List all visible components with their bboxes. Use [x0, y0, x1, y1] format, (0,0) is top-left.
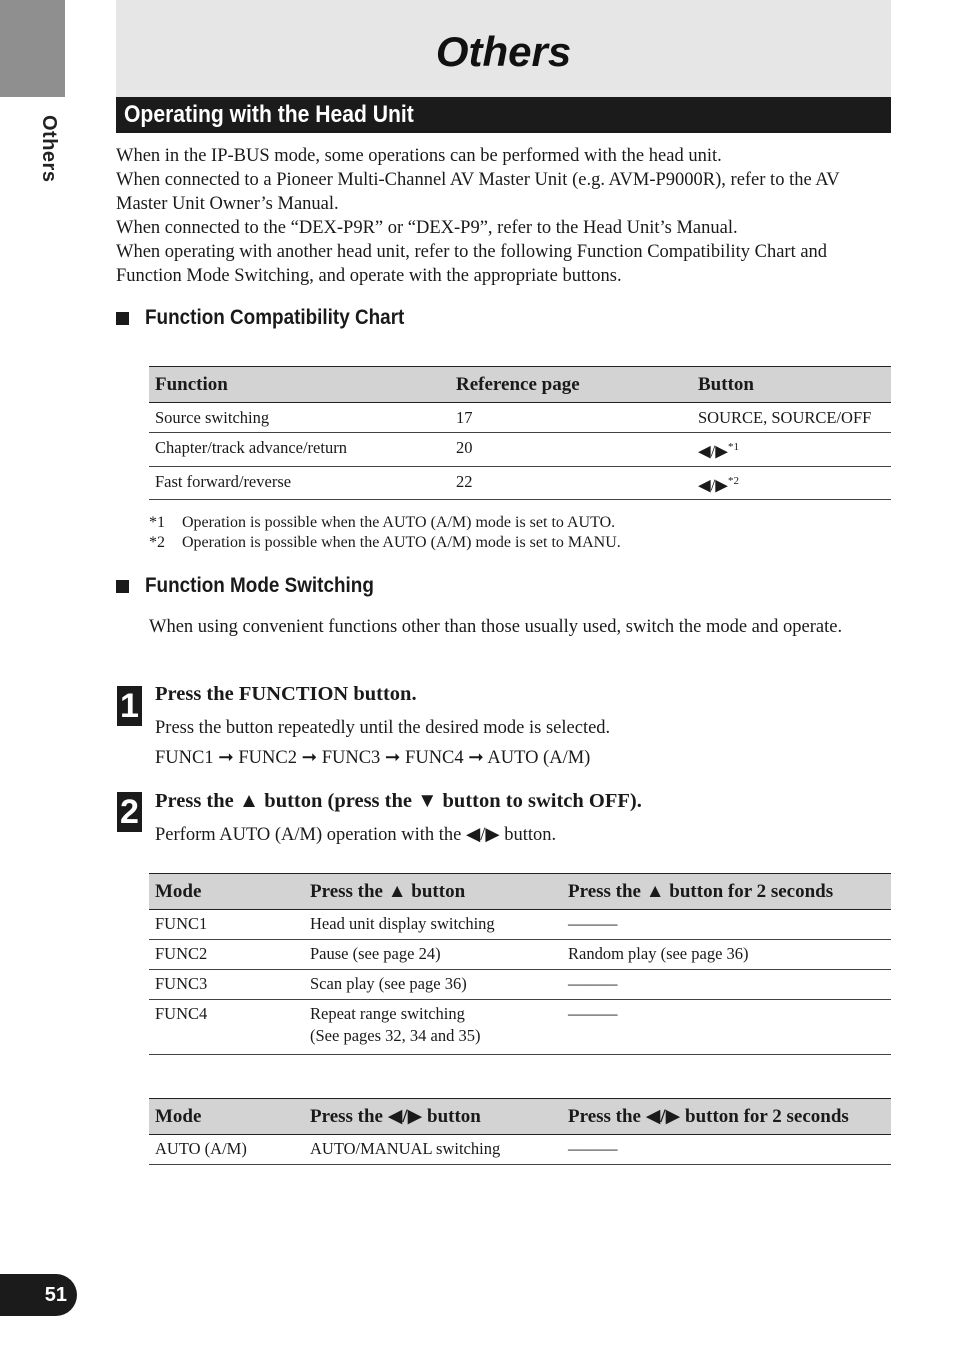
button-label: ◀/▶ — [698, 475, 728, 494]
step-text: Perform AUTO (A/M) operation with the ◀/▶ button. — [155, 825, 557, 845]
mode-switch-heading — [116, 572, 399, 600]
side-section-label: Others — [38, 115, 60, 183]
column-header: Press the ▲ button for 2 seconds — [562, 874, 891, 910]
cell-press-2s: ——— — [562, 1000, 891, 1055]
cell-press — [304, 1000, 562, 1055]
table-row — [149, 1000, 891, 1055]
table-header-row — [149, 874, 891, 910]
intro-text — [116, 144, 891, 288]
cell-function: Chapter/track advance/return — [149, 433, 450, 467]
cell-mode: FUNC1 — [149, 910, 304, 940]
page-title: Others — [435, 28, 572, 75]
cell-button — [692, 466, 891, 500]
cell-mode: FUNC4 — [149, 1000, 304, 1055]
intro-paragraph: When connected to a Pioneer Multi-Channel AV Master Unit (e.g. AVM-P9000R), refer to the AV Master Unit Owner’s Manual. — [116, 170, 840, 214]
cell-mode: FUNC3 — [149, 970, 304, 1000]
cell-press-2s: ——— — [562, 970, 891, 1000]
footnote-text: Operation is possible when the AUTO (A/M) mode is set to AUTO. — [182, 514, 616, 531]
side-tab — [0, 0, 65, 97]
cell-line: (See pages 32, 34 and 35) — [310, 1026, 481, 1045]
cell-press: AUTO/MANUAL switching — [304, 1135, 562, 1165]
square-bullet-icon — [116, 580, 129, 593]
table-header-row — [149, 367, 891, 403]
cell-line: Repeat range switching — [310, 1004, 465, 1023]
step-text: Press the button repeatedly until the desired mode is selected. — [155, 718, 611, 738]
footnote — [149, 533, 621, 553]
column-header: Reference page — [450, 367, 692, 403]
mode-switch-paragraph: When using convenient functions other than those usually used, switch the mode and operate. — [149, 617, 843, 637]
intro-paragraph: When connected to the “DEX-P9R” or “DEX-P9”, refer to the Head Unit’s Manual. — [116, 218, 738, 238]
cell-mode: AUTO (A/M) — [149, 1135, 304, 1165]
step-number: 1 — [117, 686, 142, 726]
footnotes — [149, 513, 621, 553]
square-bullet-icon — [116, 312, 129, 325]
footnote-text: Operation is possible when the AUTO (A/M) mode is set to MANU. — [182, 534, 621, 551]
footnote-mark: *2 — [727, 474, 739, 487]
compat-heading — [116, 304, 433, 332]
cell-press: Pause (see page 24) — [304, 940, 562, 970]
table-row — [149, 970, 891, 1000]
column-header: Press the ◀/▶ button — [304, 1099, 562, 1135]
column-header: Press the ▲ button — [304, 874, 562, 910]
cell-function: Fast forward/reverse — [149, 466, 450, 500]
table-row — [149, 466, 891, 500]
footnote — [149, 513, 621, 533]
footnote-mark: *2 — [149, 534, 165, 551]
mode-switch-heading-text: Function Mode Switching — [145, 574, 374, 597]
button-label: SOURCE, SOURCE/OFF — [698, 408, 872, 427]
section-bar — [116, 97, 891, 133]
column-header: Function — [149, 367, 450, 403]
cell-press: Scan play (see page 36) — [304, 970, 562, 1000]
cell-page: 17 — [450, 403, 692, 433]
step-number: 2 — [117, 792, 142, 832]
step-title: Press the ▲ button (press the ▼ button to switch OFF). — [155, 790, 642, 812]
table-row — [149, 433, 891, 467]
step-title: Press the FUNCTION button. — [155, 683, 417, 705]
table-row — [149, 1135, 891, 1165]
table-row — [149, 403, 891, 433]
column-header: Mode — [149, 874, 304, 910]
func-sequence: FUNC1 ➞ FUNC2 ➞ FUNC3 ➞ FUNC4 ➞ AUTO (A/M) — [155, 748, 591, 768]
left-right-button-table — [149, 1098, 891, 1165]
compat-table — [149, 366, 891, 500]
table-header-row — [149, 1099, 891, 1135]
cell-press-2s: ——— — [562, 1135, 891, 1165]
section-title: Operating with the Head Unit — [124, 101, 414, 128]
intro-paragraph: When in the IP-BUS mode, some operations can be performed with the head unit. — [116, 146, 722, 166]
column-header: Button — [692, 367, 891, 403]
cell-button — [692, 403, 891, 433]
cell-page: 22 — [450, 466, 692, 500]
cell-button — [692, 433, 891, 467]
table-row — [149, 910, 891, 940]
page-number: 51 — [0, 1274, 77, 1316]
cell-page: 20 — [450, 433, 692, 467]
cell-press-2s: ——— — [562, 910, 891, 940]
up-button-table — [149, 873, 891, 1055]
cell-press-2s: Random play (see page 36) — [562, 940, 891, 970]
footnote-mark: *1 — [149, 514, 165, 531]
footnote-mark: *1 — [727, 441, 739, 453]
intro-paragraph: When operating with another head unit, refer to the following Function Compatibility Chart and Function Mode Switching, and operate with the appropriate buttons. — [116, 242, 828, 286]
table-row — [149, 940, 891, 970]
cell-press: Head unit display switching — [304, 910, 562, 940]
column-header: Mode — [149, 1099, 304, 1135]
compat-heading-text: Function Compatibility Chart — [145, 306, 405, 329]
column-header: Press the ◀/▶ button for 2 seconds — [562, 1099, 891, 1135]
button-label: ◀/▶ — [698, 441, 728, 461]
cell-mode: FUNC2 — [149, 940, 304, 970]
cell-function: Source switching — [149, 403, 450, 433]
